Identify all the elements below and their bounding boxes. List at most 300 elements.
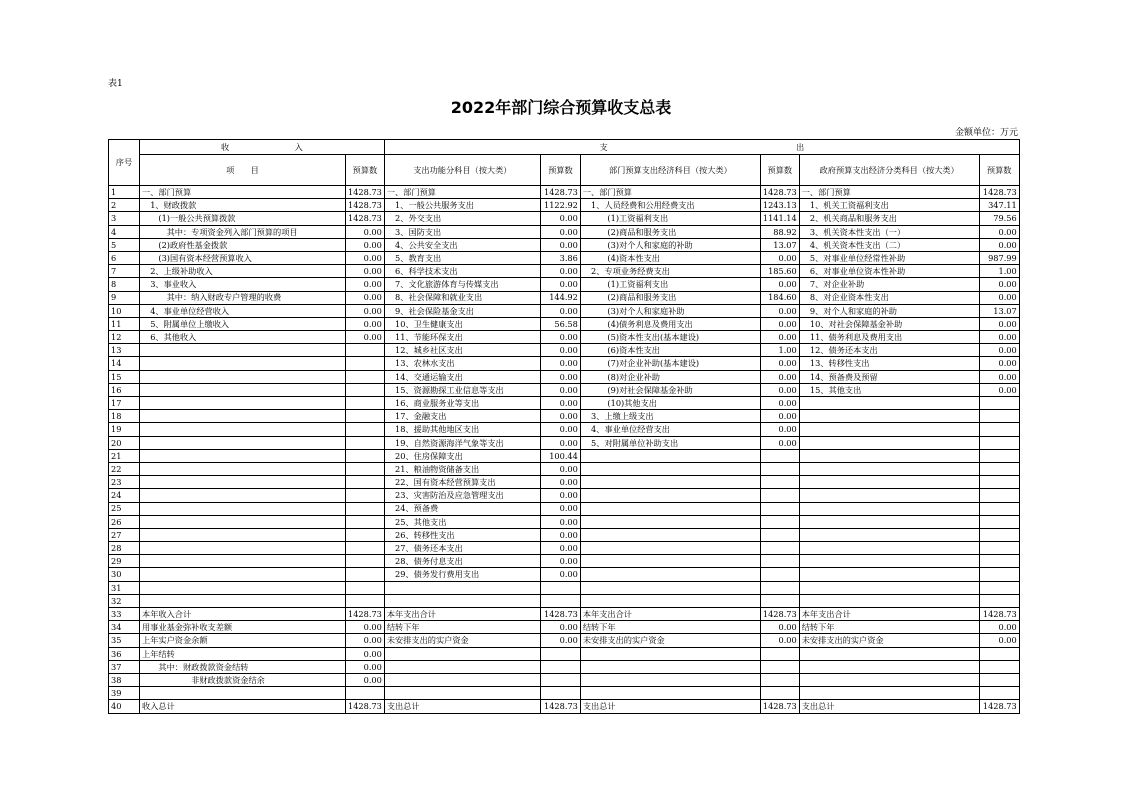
income-item-cell: (2)政府性基金拨款 <box>140 238 346 251</box>
func-item-cell: 21、粮油物资储备支出 <box>384 462 540 475</box>
gov-item-cell <box>799 581 979 594</box>
gov-amount-cell: 79.56 <box>979 212 1019 225</box>
seq-cell: 21 <box>109 449 140 462</box>
dept-amount-cell: 184.60 <box>760 291 799 304</box>
income-amount-cell <box>346 542 385 555</box>
gov-amount-cell <box>979 660 1019 673</box>
func-amount-cell: 0.00 <box>540 542 580 555</box>
table-row <box>109 397 1020 410</box>
income-item-cell: (1)一般公共预算拨款 <box>140 212 346 225</box>
func-item-cell: 11、节能环保支出 <box>384 331 540 344</box>
func-amount-cell: 56.58 <box>540 317 580 330</box>
gov-item-cell <box>799 423 979 436</box>
func-item-cell: 25、其他支出 <box>384 515 540 528</box>
income-item-cell: 其中：专项资金列入部门预算的项目 <box>140 225 346 238</box>
income-item-cell: 2、上级补助收入 <box>140 265 346 278</box>
func-item-cell: 未安排支出的实户资金 <box>384 634 540 647</box>
dept-item-cell: 结转下年 <box>580 621 760 634</box>
func-item-cell: 20、住房保障支出 <box>384 449 540 462</box>
func-amount-cell: 0.00 <box>540 383 580 396</box>
gov-item-cell <box>799 489 979 502</box>
func-amount-cell: 0.00 <box>540 515 580 528</box>
dept-item-cell <box>580 542 760 555</box>
func-item-cell: 15、资源勘探工业信息等支出 <box>384 383 540 396</box>
dept-amount-cell: 0.00 <box>760 634 799 647</box>
seq-cell: 33 <box>109 608 140 621</box>
income-amount-cell: 0.00 <box>346 647 385 660</box>
gov-item-cell: 15、其他支出 <box>799 383 979 396</box>
dept-amount-cell: 0.00 <box>760 436 799 449</box>
func-item-cell: 24、预备费 <box>384 502 540 515</box>
table-row <box>109 212 1020 225</box>
gov-amount-cell <box>979 528 1019 541</box>
gov-amount-cell: 1428.73 <box>979 608 1019 621</box>
dept-item-header: 部门预算支出经济科目（按大类） <box>580 155 760 186</box>
seq-cell: 15 <box>109 370 140 383</box>
func-item-cell: 18、援助其他地区支出 <box>384 423 540 436</box>
dept-amount-cell: 1428.73 <box>760 186 799 199</box>
func-amount-cell: 0.00 <box>540 568 580 581</box>
table-row <box>109 344 1020 357</box>
dept-item-cell: 支出总计 <box>580 700 760 713</box>
dept-item-cell <box>580 581 760 594</box>
table-row <box>109 357 1020 370</box>
gov-item-cell: 2、机关商品和服务支出 <box>799 212 979 225</box>
gov-amount-cell: 0.00 <box>979 317 1019 330</box>
seq-cell: 5 <box>109 238 140 251</box>
table-row <box>109 528 1020 541</box>
dept-item-cell: 5、对附属单位补助支出 <box>580 436 760 449</box>
dept-amount-cell: 88.92 <box>760 225 799 238</box>
table-row <box>109 647 1020 660</box>
income-amount-cell: 0.00 <box>346 291 385 304</box>
func-amount-cell: 0.00 <box>540 265 580 278</box>
dept-item-cell <box>580 528 760 541</box>
dept-amount-cell <box>760 568 799 581</box>
gov-amount-cell: 347.11 <box>979 199 1019 212</box>
gov-item-cell <box>799 462 979 475</box>
seq-cell: 36 <box>109 647 140 660</box>
gov-item-cell <box>799 397 979 410</box>
dept-item-cell <box>580 568 760 581</box>
func-amount-cell: 0.00 <box>540 357 580 370</box>
table-row <box>109 383 1020 396</box>
table-row <box>109 225 1020 238</box>
seq-cell: 11 <box>109 317 140 330</box>
func-amount-cell <box>540 660 580 673</box>
func-amount-cell: 0.00 <box>540 344 580 357</box>
table-row <box>109 278 1020 291</box>
func-item-cell: 本年支出合计 <box>384 608 540 621</box>
dept-item-cell <box>580 502 760 515</box>
income-item-cell <box>140 397 346 410</box>
income-item-cell <box>140 581 346 594</box>
table-row <box>109 291 1020 304</box>
seq-cell: 31 <box>109 581 140 594</box>
func-item-cell: 17、金融支出 <box>384 410 540 423</box>
gov-item-cell: 6、对事业单位资本性补助 <box>799 265 979 278</box>
func-item-cell: 14、交通运输支出 <box>384 370 540 383</box>
gov-amount-header: 预算数 <box>979 155 1019 186</box>
dept-item-cell: (1)工资福利支出 <box>580 278 760 291</box>
func-amount-cell: 0.00 <box>540 436 580 449</box>
income-item-cell <box>140 357 346 370</box>
income-amount-cell: 0.00 <box>346 634 385 647</box>
dept-item-cell <box>580 687 760 700</box>
income-amount-cell <box>346 555 385 568</box>
func-amount-cell: 0.00 <box>540 634 580 647</box>
income-amount-header: 预算数 <box>346 155 385 186</box>
dept-amount-cell <box>760 449 799 462</box>
income-amount-cell <box>346 502 385 515</box>
dept-item-cell <box>580 462 760 475</box>
income-item-cell <box>140 462 346 475</box>
func-amount-cell <box>540 673 580 686</box>
income-amount-cell <box>346 594 385 607</box>
income-item-cell <box>140 528 346 541</box>
income-item-cell: 上年结转 <box>140 647 346 660</box>
gov-item-cell <box>799 515 979 528</box>
table-row <box>109 542 1020 555</box>
gov-amount-cell: 0.00 <box>979 225 1019 238</box>
func-item-cell: 9、社会保险基金支出 <box>384 304 540 317</box>
dept-amount-cell: 0.00 <box>760 383 799 396</box>
table-row <box>109 331 1020 344</box>
gov-item-cell: 本年支出合计 <box>799 608 979 621</box>
gov-item-cell <box>799 449 979 462</box>
dept-item-cell: (4)资本性支出 <box>580 251 760 264</box>
income-amount-cell: 0.00 <box>346 621 385 634</box>
gov-item-cell: 1、机关工资福利支出 <box>799 199 979 212</box>
seq-cell: 35 <box>109 634 140 647</box>
gov-amount-cell: 0.00 <box>979 621 1019 634</box>
dept-amount-cell <box>760 647 799 660</box>
func-item-cell: 4、公共安全支出 <box>384 238 540 251</box>
gov-item-cell: 12、债务还本支出 <box>799 344 979 357</box>
table-row <box>109 594 1020 607</box>
seq-cell: 17 <box>109 397 140 410</box>
seq-cell: 19 <box>109 423 140 436</box>
dept-item-cell <box>580 515 760 528</box>
table-row <box>109 581 1020 594</box>
table-row <box>109 370 1020 383</box>
func-amount-cell: 0.00 <box>540 410 580 423</box>
func-item-cell: 27、债务还本支出 <box>384 542 540 555</box>
seq-cell: 32 <box>109 594 140 607</box>
seq-header: 序号 <box>109 140 140 186</box>
dept-item-cell: 一、部门预算 <box>580 186 760 199</box>
dept-item-cell: (7)对企业补助(基本建设) <box>580 357 760 370</box>
income-amount-cell <box>346 568 385 581</box>
income-item-cell: 1、财政拨款 <box>140 199 346 212</box>
income-amount-cell <box>346 397 385 410</box>
dept-item-cell: (3)对个人和家庭补助 <box>580 304 760 317</box>
table-row <box>109 462 1020 475</box>
dept-item-cell: 3、上缴上级支出 <box>580 410 760 423</box>
income-item-cell: 收入总计 <box>140 700 346 713</box>
func-item-cell: 26、转移性支出 <box>384 528 540 541</box>
dept-amount-cell: 13.07 <box>760 238 799 251</box>
seq-cell: 24 <box>109 489 140 502</box>
dept-amount-cell <box>760 476 799 489</box>
gov-amount-cell <box>979 542 1019 555</box>
dept-item-cell <box>580 594 760 607</box>
func-amount-cell: 1428.73 <box>540 700 580 713</box>
table-row <box>109 568 1020 581</box>
income-item-cell: 上年实户资金余额 <box>140 634 346 647</box>
gov-amount-cell: 0.00 <box>979 370 1019 383</box>
income-amount-cell <box>346 357 385 370</box>
income-amount-cell <box>346 423 385 436</box>
income-item-cell: 3、事业收入 <box>140 278 346 291</box>
table-row <box>109 660 1020 673</box>
income-amount-cell: 1428.73 <box>346 608 385 621</box>
income-item-cell <box>140 489 346 502</box>
dept-amount-header: 预算数 <box>760 155 799 186</box>
dept-amount-cell <box>760 462 799 475</box>
func-amount-cell <box>540 581 580 594</box>
func-item-cell: 19、自然资源海洋气象等支出 <box>384 436 540 449</box>
income-amount-cell <box>346 449 385 462</box>
dept-amount-cell <box>760 687 799 700</box>
table-row <box>109 436 1020 449</box>
gov-item-cell <box>799 502 979 515</box>
income-amount-cell <box>346 581 385 594</box>
func-amount-header: 预算数 <box>540 155 580 186</box>
table-row <box>109 555 1020 568</box>
func-amount-cell: 144.92 <box>540 291 580 304</box>
func-item-header: 支出功能分科目（按大类） <box>384 155 540 186</box>
income-amount-cell: 0.00 <box>346 673 385 686</box>
gov-item-cell: 9、对个人和家庭的补助 <box>799 304 979 317</box>
dept-amount-cell: 1141.14 <box>760 212 799 225</box>
seq-cell: 10 <box>109 304 140 317</box>
dept-amount-cell: 0.00 <box>760 357 799 370</box>
func-amount-cell: 0.00 <box>540 476 580 489</box>
income-item-cell: 用事业基金弥补收支差额 <box>140 621 346 634</box>
gov-item-cell: 未安排支出的实户资金 <box>799 634 979 647</box>
dept-amount-cell: 0.00 <box>760 317 799 330</box>
func-item-cell <box>384 594 540 607</box>
func-amount-cell: 0.00 <box>540 555 580 568</box>
func-amount-cell <box>540 594 580 607</box>
table-row <box>109 410 1020 423</box>
func-item-cell: 3、国防支出 <box>384 225 540 238</box>
gov-amount-cell: 1.00 <box>979 265 1019 278</box>
gov-amount-cell: 0.00 <box>979 291 1019 304</box>
table-row <box>109 634 1020 647</box>
income-amount-cell: 0.00 <box>346 660 385 673</box>
seq-cell: 16 <box>109 383 140 396</box>
income-amount-cell <box>346 476 385 489</box>
dept-item-cell: 4、事业单位经营支出 <box>580 423 760 436</box>
gov-amount-cell <box>979 489 1019 502</box>
income-amount-cell: 0.00 <box>346 251 385 264</box>
income-item-cell <box>140 594 346 607</box>
gov-item-cell: 7、对企业补助 <box>799 278 979 291</box>
gov-amount-cell <box>979 502 1019 515</box>
func-amount-cell <box>540 687 580 700</box>
income-amount-cell <box>346 410 385 423</box>
gov-amount-cell <box>979 449 1019 462</box>
income-item-cell: 其中：财政拨款资金结转 <box>140 660 346 673</box>
seq-cell: 39 <box>109 687 140 700</box>
income-amount-cell: 0.00 <box>346 265 385 278</box>
gov-amount-cell <box>979 476 1019 489</box>
income-item-cell <box>140 542 346 555</box>
dept-item-cell <box>580 449 760 462</box>
seq-cell: 40 <box>109 700 140 713</box>
dept-amount-cell <box>760 528 799 541</box>
dept-amount-cell <box>760 660 799 673</box>
seq-cell: 29 <box>109 555 140 568</box>
income-item-cell: 一、部门预算 <box>140 186 346 199</box>
func-item-cell: 16、商业服务业等支出 <box>384 397 540 410</box>
func-item-cell <box>384 660 540 673</box>
dept-amount-cell: 1428.73 <box>760 700 799 713</box>
gov-amount-cell <box>979 423 1019 436</box>
func-item-cell: 8、社会保障和就业支出 <box>384 291 540 304</box>
dept-amount-cell: 0.00 <box>760 621 799 634</box>
gov-item-cell <box>799 436 979 449</box>
table-row <box>109 673 1020 686</box>
income-amount-cell: 1428.73 <box>346 199 385 212</box>
seq-cell: 26 <box>109 515 140 528</box>
func-amount-cell: 0.00 <box>540 502 580 515</box>
dept-amount-cell <box>760 581 799 594</box>
gov-item-cell <box>799 555 979 568</box>
table-row <box>109 449 1020 462</box>
table-row <box>109 687 1020 700</box>
seq-cell: 18 <box>109 410 140 423</box>
dept-amount-cell: 1.00 <box>760 344 799 357</box>
func-amount-cell: 0.00 <box>540 225 580 238</box>
func-item-cell: 23、灾害防治及应急管理支出 <box>384 489 540 502</box>
table-row <box>109 265 1020 278</box>
gov-amount-cell: 1428.73 <box>979 186 1019 199</box>
gov-item-cell <box>799 476 979 489</box>
dept-amount-cell: 1428.73 <box>760 608 799 621</box>
gov-item-cell: 支出总计 <box>799 700 979 713</box>
dept-amount-cell: 0.00 <box>760 304 799 317</box>
func-item-cell: 10、卫生健康支出 <box>384 317 540 330</box>
gov-amount-cell: 13.07 <box>979 304 1019 317</box>
gov-item-cell: 10、对社会保障基金补助 <box>799 317 979 330</box>
seq-cell: 14 <box>109 357 140 370</box>
gov-item-cell: 4、机关资本性支出（二） <box>799 238 979 251</box>
seq-cell: 22 <box>109 462 140 475</box>
seq-cell: 20 <box>109 436 140 449</box>
income-amount-cell <box>346 344 385 357</box>
gov-item-cell: 8、对企业资本性支出 <box>799 291 979 304</box>
gov-amount-cell: 1428.73 <box>979 700 1019 713</box>
func-amount-cell: 0.00 <box>540 370 580 383</box>
income-item-cell <box>140 502 346 515</box>
expense-group-header: 支 出 <box>384 140 1019 155</box>
dept-item-cell: (10)其他支出 <box>580 397 760 410</box>
func-item-cell: 29、债务发行费用支出 <box>384 568 540 581</box>
func-amount-cell: 1122.92 <box>540 199 580 212</box>
seq-cell: 12 <box>109 331 140 344</box>
gov-item-cell: 3、机关资本性支出（一） <box>799 225 979 238</box>
dept-item-cell: 1、人员经费和公用经费支出 <box>580 199 760 212</box>
gov-amount-cell <box>979 647 1019 660</box>
gov-item-cell <box>799 687 979 700</box>
income-amount-cell <box>346 436 385 449</box>
dept-item-cell: (4)债务利息及费用支出 <box>580 317 760 330</box>
seq-cell: 8 <box>109 278 140 291</box>
table-row <box>109 608 1020 621</box>
dept-amount-cell: 0.00 <box>760 251 799 264</box>
func-item-cell: 1、一般公共服务支出 <box>384 199 540 212</box>
func-item-cell: 22、国有资本经营预算支出 <box>384 476 540 489</box>
gov-item-cell: 5、对事业单位经常性补助 <box>799 251 979 264</box>
gov-item-header: 政府预算支出经济分类科目（按大类） <box>799 155 979 186</box>
dept-amount-cell: 0.00 <box>760 370 799 383</box>
func-amount-cell: 1428.73 <box>540 608 580 621</box>
dept-amount-cell: 0.00 <box>760 331 799 344</box>
income-item-cell <box>140 370 346 383</box>
dept-amount-cell <box>760 502 799 515</box>
func-amount-cell: 0.00 <box>540 621 580 634</box>
gov-item-cell <box>799 673 979 686</box>
gov-item-cell <box>799 647 979 660</box>
table-row <box>109 700 1020 713</box>
func-item-cell: 28、债务付息支出 <box>384 555 540 568</box>
seq-cell: 1 <box>109 186 140 199</box>
func-amount-cell: 0.00 <box>540 212 580 225</box>
gov-amount-cell <box>979 462 1019 475</box>
income-amount-cell: 0.00 <box>346 317 385 330</box>
income-item-cell: 其中：纳入财政专户管理的收费 <box>140 291 346 304</box>
income-item-cell <box>140 687 346 700</box>
func-amount-cell: 3.86 <box>540 251 580 264</box>
seq-cell: 25 <box>109 502 140 515</box>
dept-item-cell: (5)资本性支出(基本建设) <box>580 331 760 344</box>
income-amount-cell <box>346 687 385 700</box>
income-item-cell <box>140 344 346 357</box>
gov-amount-cell <box>979 410 1019 423</box>
dept-item-cell <box>580 555 760 568</box>
dept-amount-cell: 0.00 <box>760 423 799 436</box>
func-item-cell: 一、部门预算 <box>384 186 540 199</box>
seq-cell: 13 <box>109 344 140 357</box>
table-row <box>109 238 1020 251</box>
dept-item-cell <box>580 660 760 673</box>
dept-item-cell: (1)工资福利支出 <box>580 212 760 225</box>
dept-item-cell <box>580 647 760 660</box>
table-row <box>109 621 1020 634</box>
income-amount-cell: 1428.73 <box>346 700 385 713</box>
income-item-cell <box>140 449 346 462</box>
gov-item-cell <box>799 660 979 673</box>
func-item-cell: 结转下年 <box>384 621 540 634</box>
income-item-header: 项 目 <box>140 155 346 186</box>
income-group-header: 收 入 <box>140 140 385 155</box>
table-row <box>109 251 1020 264</box>
table-tag: 表1 <box>108 79 123 89</box>
gov-item-cell: 11、债务利息及费用支出 <box>799 331 979 344</box>
func-amount-cell: 0.00 <box>540 278 580 291</box>
seq-cell: 7 <box>109 265 140 278</box>
dept-amount-cell <box>760 594 799 607</box>
table-row <box>109 476 1020 489</box>
dept-item-cell: 本年支出合计 <box>580 608 760 621</box>
income-amount-cell <box>346 515 385 528</box>
gov-amount-cell: 0.00 <box>979 238 1019 251</box>
income-item-cell: 5、附属单位上缴收入 <box>140 317 346 330</box>
gov-amount-cell: 0.00 <box>979 278 1019 291</box>
